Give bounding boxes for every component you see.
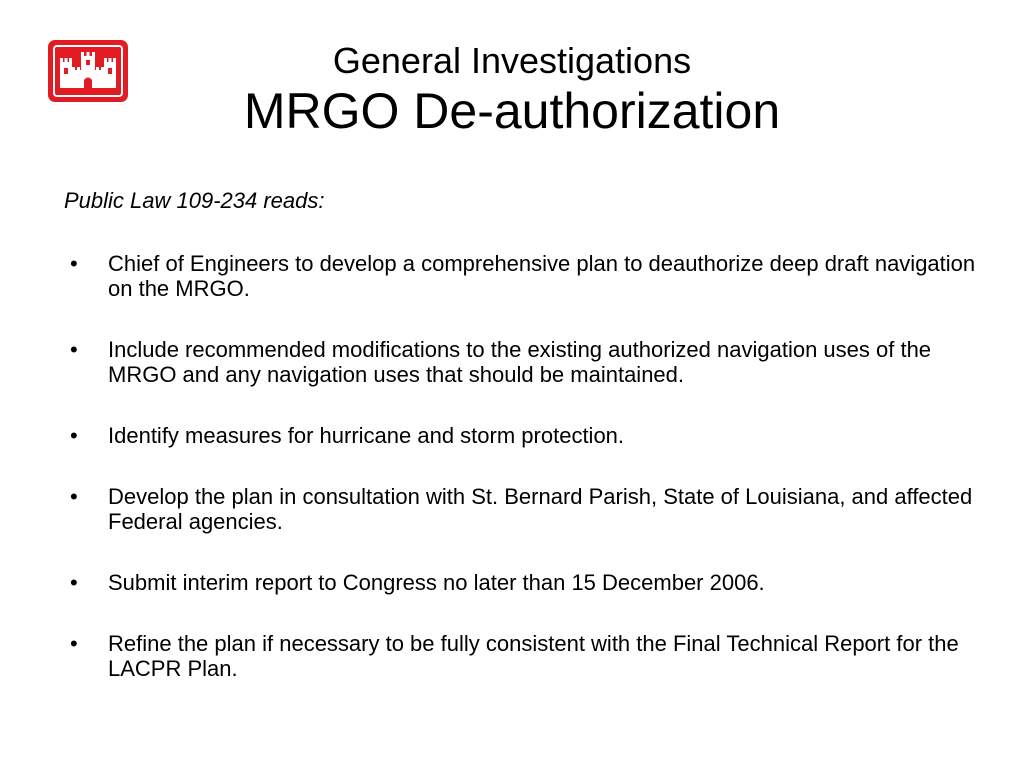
bullet-text: Develop the plan in consultation with St. Bernard Parish, State of Louisiana, and affected Federal agencies. [108, 484, 973, 534]
slide-title-line2: MRGO De-authorization [243, 83, 781, 139]
intro-text: Public Law 109-234 reads: [64, 188, 325, 213]
bullet-list [0, 251, 1024, 717]
bullet-item [0, 423, 1024, 448]
bullet-text: Include recommended modifications to the existing authorized navigation uses of the MRGO and any navigation uses that should be maintained. [108, 337, 932, 387]
bullet-item [0, 570, 1024, 595]
bullet-item [0, 251, 1024, 301]
bullet-glyph: • [70, 484, 78, 509]
bullet-text: Identify measures for hurricane and storm protection. [108, 423, 625, 448]
bullet-glyph: • [70, 631, 78, 656]
bullet-item [0, 337, 1024, 387]
bullet-text: Chief of Engineers to develop a comprehensive plan to deauthorize deep draft navigation on the MRGO. [108, 251, 976, 301]
bullet-text: Refine the plan if necessary to be fully consistent with the Final Technical Report for the LACPR Plan. [108, 631, 959, 681]
bullet-glyph: • [70, 251, 78, 276]
bullet-glyph: • [70, 423, 78, 448]
bullet-glyph: • [70, 337, 78, 362]
slide-title-line1: General Investigations [332, 40, 692, 81]
bullet-item [0, 631, 1024, 681]
bullet-text: Submit interim report to Congress no later than 15 December 2006. [108, 570, 765, 595]
slide-title [0, 40, 1024, 140]
bullet-glyph: • [70, 570, 78, 595]
bullet-item [0, 484, 1024, 534]
